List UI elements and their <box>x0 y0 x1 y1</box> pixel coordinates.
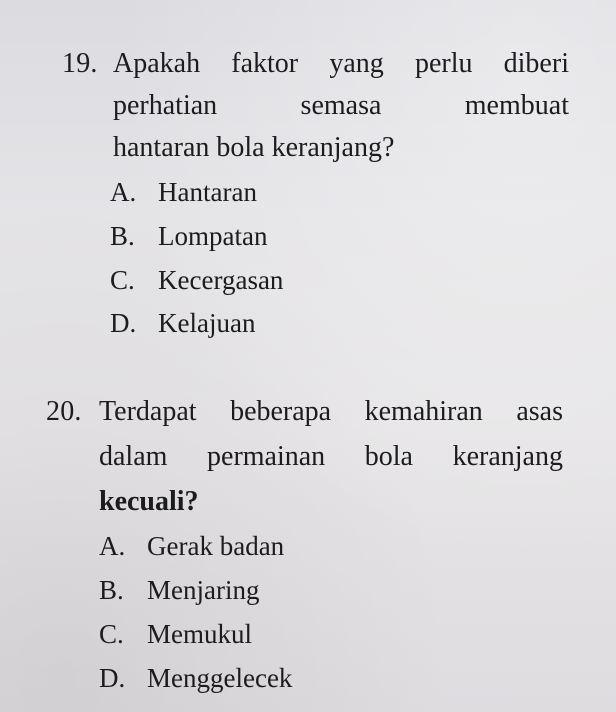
word: bola <box>364 441 413 472</box>
option-text: Hantaran <box>158 177 257 207</box>
word: perhatian <box>113 90 218 121</box>
question-text-line <box>113 128 394 168</box>
option-text: Menjaring <box>147 575 260 605</box>
option-letter: C. <box>99 619 124 649</box>
option-text: Memukul <box>147 619 252 649</box>
option-text: Menggelecek <box>147 663 293 693</box>
option-text: Kelajuan <box>158 308 256 338</box>
option-letter: A. <box>110 177 137 207</box>
question-number: 19. <box>62 48 98 79</box>
option-letter: C. <box>110 265 135 295</box>
question-text-line <box>99 392 563 432</box>
word: yang <box>329 48 384 79</box>
word: asas <box>516 396 563 427</box>
word: Terdapat <box>99 396 197 427</box>
option-text: Gerak badan <box>147 531 285 561</box>
option-letter: B. <box>110 221 135 251</box>
word: semasa <box>300 90 382 121</box>
word: kemahiran <box>364 396 483 427</box>
word: faktor <box>231 48 299 79</box>
word: keranjang <box>452 441 563 472</box>
word: diberi <box>503 48 569 79</box>
word: beberapa <box>230 396 332 427</box>
option-letter: D. <box>99 663 126 693</box>
question-text-line <box>113 86 569 126</box>
option-d <box>99 658 292 698</box>
word: membuat <box>464 90 569 121</box>
option-b <box>110 216 267 256</box>
option-text: Lompatan <box>158 221 268 251</box>
question-text-line <box>113 44 569 84</box>
word: dalam <box>99 441 168 472</box>
word-emphasis: kecuali? <box>99 486 199 517</box>
option-a <box>110 172 257 212</box>
option-c <box>110 260 283 300</box>
question-text-line <box>99 437 563 477</box>
word: hantaran bola keranjang? <box>113 132 395 163</box>
question-number: 20. <box>46 396 82 427</box>
option-b <box>99 570 259 610</box>
question-text-line <box>99 482 199 522</box>
option-letter: A. <box>99 531 126 561</box>
option-letter: B. <box>99 575 124 605</box>
option-text: Kecergasan <box>158 265 284 295</box>
word: permainan <box>207 441 326 472</box>
option-c <box>99 614 252 654</box>
option-d <box>110 303 255 343</box>
option-letter: D. <box>110 308 137 338</box>
word: Apakah <box>113 48 201 79</box>
word: perlu <box>414 48 473 79</box>
option-a <box>99 526 284 566</box>
